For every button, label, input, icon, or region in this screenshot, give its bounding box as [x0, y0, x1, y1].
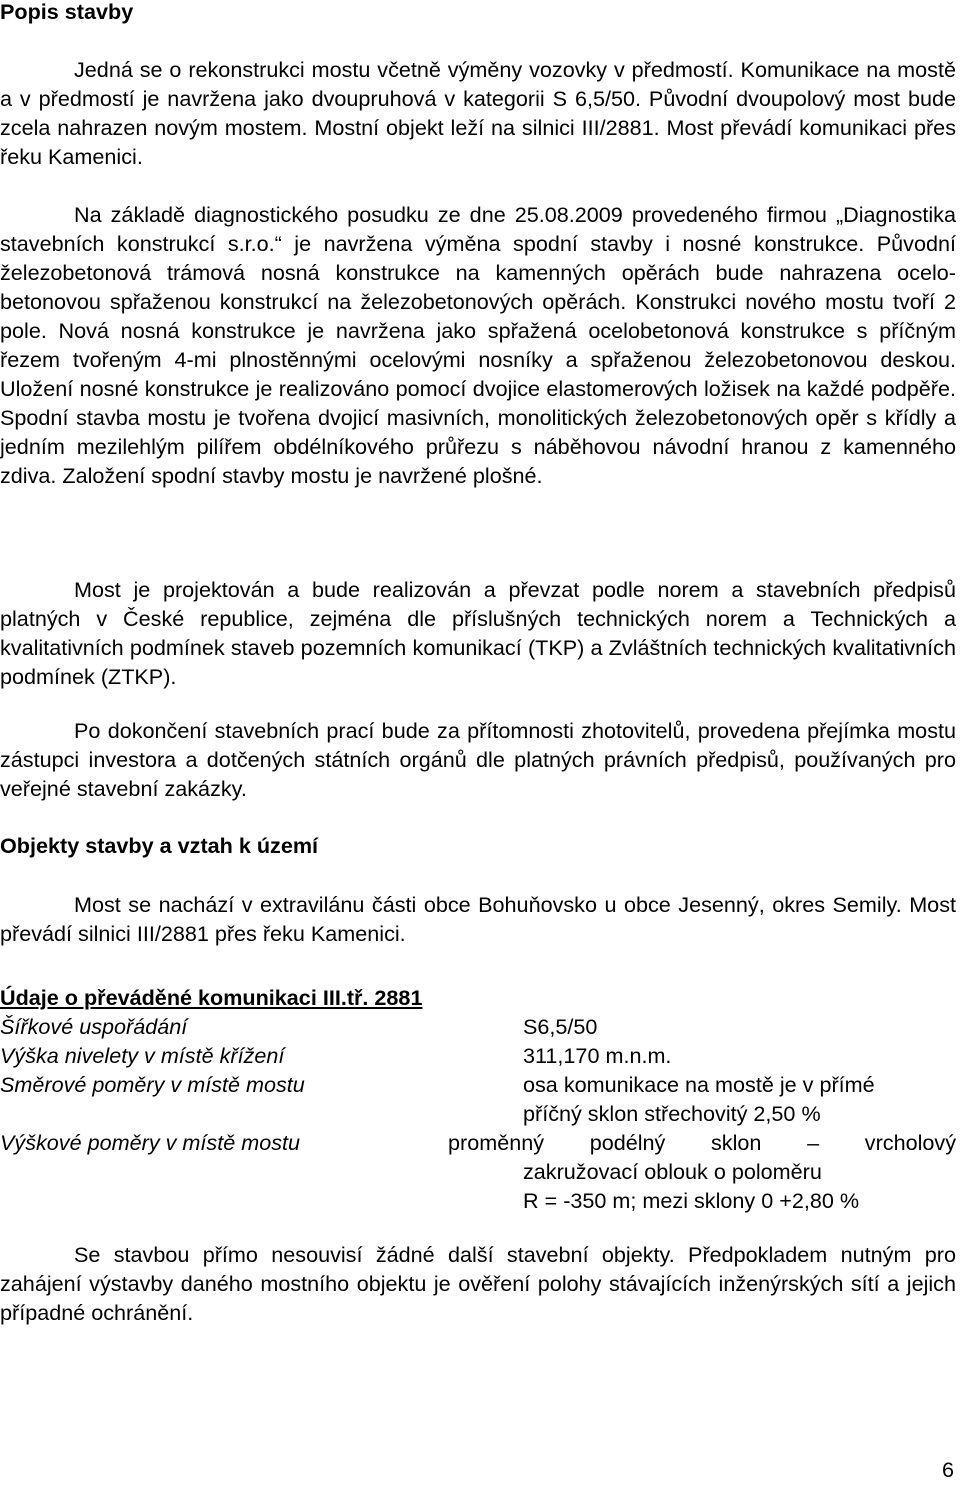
parameter-row-vyskove: [0, 1128, 956, 1157]
paragraph-souvisejici-objekty: Se stavbou přímo nesouvisí žádné další stavební objekty. Předpokladem nutným pro zahájení výstavby daného mostního objektu je ověření polohy stávajících inženýrských sítí a jejich případné ochránění.: [0, 1242, 956, 1325]
parameter-label: Výška nivelety v místě křížení: [0, 1043, 285, 1068]
parameter-value: proměnný podélný sklon – vrcholový: [448, 1130, 956, 1155]
parameter-row-smerove: [0, 1070, 956, 1099]
page-number: 6: [941, 1457, 954, 1482]
parameter-row-vyska-nivelety: [0, 1041, 956, 1070]
section-heading-udaje-komunikace: Údaje o převáděné komunikaci III.tř. 2881: [0, 985, 423, 1010]
paragraph-normy: Most je projektován a bude realizován a převzat podle norem a stavebních předpisů platných v České republice, zejména dle příslušných technických norem a Technických a kvalitativních podmínek staveb pozemních komunikací (TKP) a Zvláštních technických kvalitativních podmínek (ZTKP).: [0, 577, 956, 689]
parameter-value-continued: R = -350 m; mezi sklony 0 +2,80 %: [523, 1188, 860, 1213]
paragraph-diagnostika: Na základě diagnostického posudku ze dne 25.08.2009 provedeného firmou „Diagnostika stavebních konstrukcí s.r.o.“ je navržena výměna spodní stavby i nosné konstrukce. Původní železobetonová trámová nosná konstrukce na kamenných opěrách bude nahrazena ocelo-betonovou spřaženou konstrukcí na železobetonových opěrách. Konstrukci nového mostu tvoří 2 pole. Nová nosná konstrukce je navržena jako spřažená ocelobetonová konstrukce s příčným řezem tvořeným 4-mi plnostěnnými ocelovými nosníky a spřaženou železobetonovou deskou. Uložení nosné konstrukce je realizováno pomocí dvojice elastomerových ložisek na každé podpěře. Spodní stavba mostu je tvořena dvojicí masivních, monolitických železobetonových opěr s křídly a jedním mezilehlým pilířem obdélníkového průřezu s náběhovou návodní hranou z kamenného zdiva. Založení spodní stavby mostu je navržené plošné.: [0, 202, 956, 488]
parameter-value-continued: zakružovací oblouk o poloměru: [523, 1159, 822, 1184]
parameter-label: Směrové poměry v místě mostu: [0, 1072, 305, 1097]
parameter-value: osa komunikace na mostě je v přímé: [523, 1072, 875, 1097]
paragraph-umisteni: Most se nachází v extravilánu části obce Bohuňovsko u obce Jesenný, okres Semily. Most převádí silnici III/2881 přes řeku Kamenici.: [0, 892, 956, 946]
parameter-value: 311,170 m.n.m.: [523, 1043, 672, 1068]
parameter-row-sirkove: [0, 1012, 956, 1041]
section-heading-objekty-stavby: Objekty stavby a vztah k území: [0, 833, 319, 858]
parameter-value-continued: příčný sklon střechovitý 2,50 %: [523, 1101, 821, 1126]
section-heading-popis-stavby: Popis stavby: [0, 0, 134, 24]
parameter-value: S6,5/50: [523, 1014, 598, 1039]
paragraph-prejimka: Po dokončení stavebních prací bude za přítomnosti zhotovitelů, provedena přejímka mostu zástupci investora a dotčených státních orgánů dle platných právních předpisů, používaných pro veřejné stavební zakázky.: [0, 718, 956, 801]
paragraph-rekonstrukce: Jedná se o rekonstrukci mostu včetně výměny vozovky v předmostí. Komunikace na mostě a v předmostí je navržena jako dvoupruhová v kategorii S 6,5/50. Původní dvoupolový most bude zcela nahrazen novým mostem. Mostní objekt leží na silnici III/2881. Most převádí komunikaci přes řeku Kamenici.: [0, 57, 956, 169]
parameter-row-smerove-cont: [0, 1099, 956, 1128]
parameter-row-vyskove-cont2: [0, 1186, 956, 1215]
parameter-label: Šířkové uspořádání: [0, 1014, 188, 1039]
parameter-row-vyskove-cont1: [0, 1157, 956, 1186]
parameter-label: Výškové poměry v místě mostu: [0, 1130, 301, 1155]
